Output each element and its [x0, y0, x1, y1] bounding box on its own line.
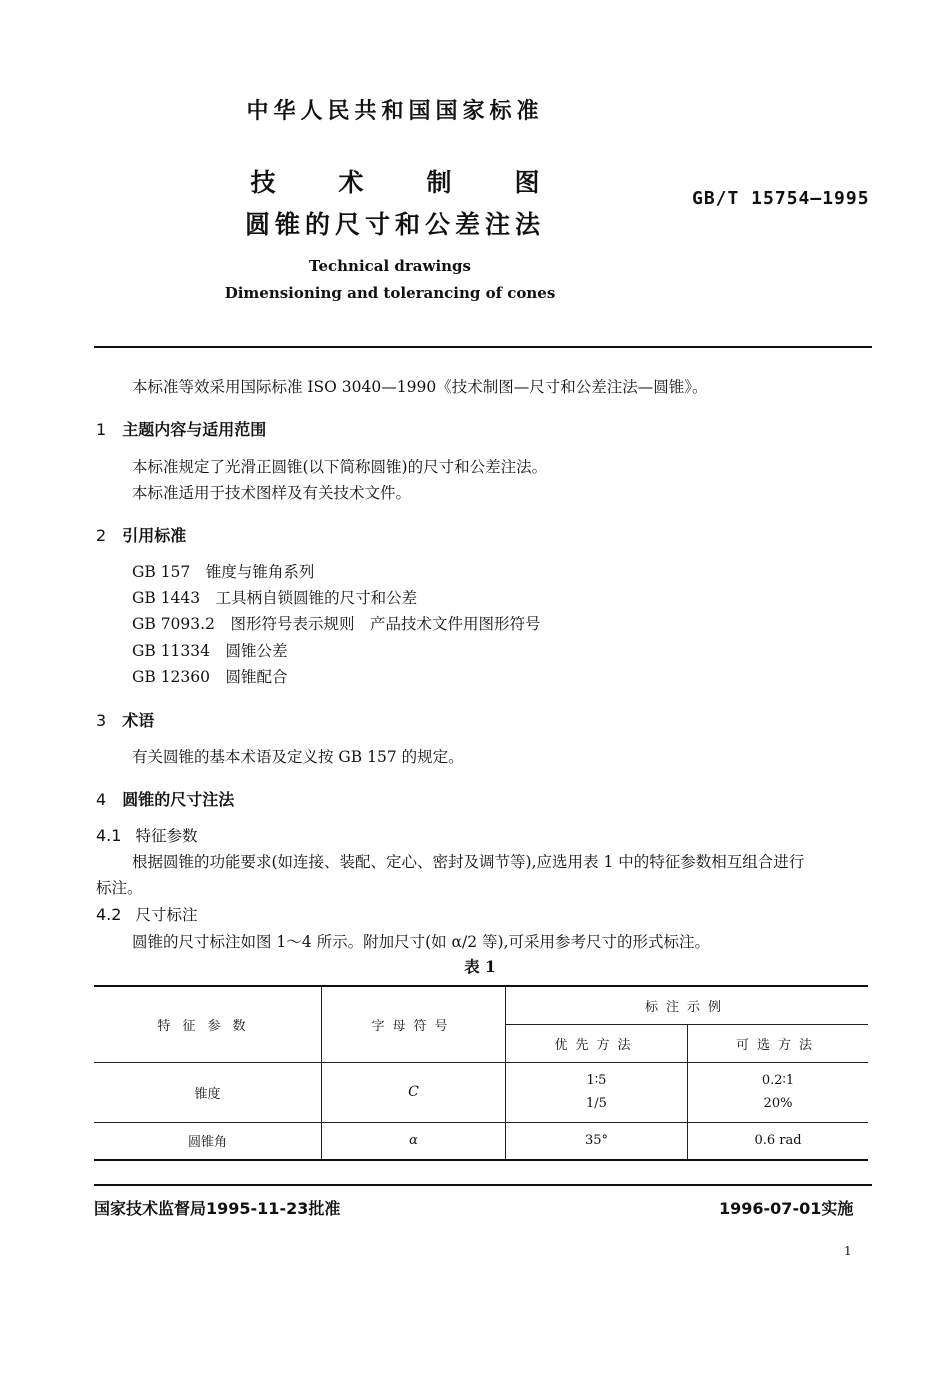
section-number: 3: [96, 711, 107, 730]
header-divider: [94, 346, 872, 348]
section-1-heading: [96, 417, 266, 440]
optional-value: 0.2∶1: [761, 1073, 795, 1088]
section-number: 4: [96, 790, 107, 809]
reference-title: 锥度与锥角系列: [205, 563, 315, 581]
cell-symbol: C: [322, 1062, 506, 1122]
document-title-line1: [0, 163, 790, 199]
intro-paragraph: 本标准等效采用国际标准 ISO 3040—1990《技术制图—尺寸和公差注法—圆锥》。: [132, 378, 708, 396]
reference-title: 图形符号表示规则 产品技术文件用图形符号: [230, 615, 541, 633]
cell-param: 锥度: [94, 1062, 322, 1122]
cell-preferred: [506, 1122, 688, 1160]
document-title-line2: 圆锥的尺寸和公差注法: [244, 210, 545, 239]
cell-preferred: [506, 1062, 688, 1122]
section-number: 2: [96, 526, 107, 545]
title-char: 制: [426, 168, 452, 197]
reference-code: GB 12360: [132, 668, 211, 686]
section-title: 主题内容与适用范围: [122, 420, 267, 439]
english-title-line1: Technical drawings: [309, 257, 471, 275]
subsection-4-1-line: 根据圆锥的功能要求(如连接、装配、定心、密封及调节等),应选用表 1 中的特征参数相互组合进行: [132, 853, 805, 871]
subsection-4-2-heading: [96, 905, 197, 925]
reference-title: 圆锥公差: [225, 642, 288, 660]
national-standard-title: 中华人民共和国国家标准: [246, 99, 544, 124]
effective-date: 1996-07-01实施: [719, 1199, 854, 1218]
subsection-number: 4.1: [96, 826, 122, 845]
subsection-title: 特征参数: [135, 827, 198, 845]
header-preferred: 优先方法: [506, 1024, 688, 1062]
reference-title: 工具柄自锁圆锥的尺寸和公差: [215, 589, 418, 607]
english-title-line2: Dimensioning and tolerancing of cones: [224, 284, 556, 302]
reference-code: GB 1443: [132, 589, 201, 607]
table-1: [94, 985, 868, 1161]
header-param: 特征参数: [94, 986, 322, 1062]
subsection-number: 4.2: [96, 905, 122, 924]
reference-item: [132, 667, 288, 687]
reference-item: [132, 641, 288, 661]
subsection-4-2-line: 圆锥的尺寸标注如图 1～4 所示。附加尺寸(如 α/2 等),可采用参考尺寸的形式标注。: [132, 933, 711, 951]
section-title: 圆锥的尺寸注法: [122, 790, 235, 809]
subsection-title: 尺寸标注: [135, 906, 198, 924]
optional-value: 20%: [763, 1096, 793, 1111]
title-char: 技: [250, 168, 276, 197]
preferred-value: 1∶5: [586, 1073, 607, 1088]
cell-symbol: α: [322, 1122, 506, 1160]
standard-code: GB/T 15754—1995: [692, 188, 870, 209]
section-2-heading: [96, 523, 186, 546]
reference-item: [132, 614, 540, 634]
reference-title: 圆锥配合: [225, 668, 288, 686]
reference-code: GB 7093.2: [132, 615, 215, 633]
subsection-4-1-heading: [96, 826, 197, 846]
preferred-value: 35°: [584, 1133, 609, 1149]
section-title: 术语: [122, 711, 155, 730]
section-3-line: 有关圆锥的基本术语及定义按 GB 157 的规定。: [132, 748, 464, 766]
reference-code: GB 11334: [132, 642, 211, 660]
title-char: 图: [514, 168, 540, 197]
page-number: 1: [844, 1244, 852, 1258]
section-4-heading: [96, 787, 234, 810]
section-title: 引用标准: [122, 526, 187, 545]
table-caption: 表 1: [464, 957, 496, 976]
title-char: 术: [338, 168, 364, 197]
cell-param: 圆锥角: [94, 1122, 322, 1160]
footer-divider: [94, 1184, 872, 1186]
reference-item: [132, 562, 314, 582]
section-3-heading: [96, 708, 154, 731]
optional-value: 0.6 rad: [754, 1133, 802, 1149]
reference-code: GB 157: [132, 563, 191, 581]
approval-date: 国家技术监督局1995-11-23批准: [94, 1199, 341, 1218]
header-symbol: 字母符号: [322, 986, 506, 1062]
header-example: 标注示例: [506, 986, 869, 1024]
preferred-value: 1/5: [586, 1096, 607, 1111]
section-number: 1: [96, 420, 107, 439]
cell-optional: [688, 1062, 869, 1122]
header-optional: 可选方法: [688, 1024, 869, 1062]
section-1-line: 本标准适用于技术图样及有关技术文件。: [132, 484, 412, 502]
section-1-line: 本标准规定了光滑正圆锥(以下简称圆锥)的尺寸和公差注法。: [132, 458, 548, 476]
subsection-4-1-line: 标注。: [96, 879, 143, 897]
reference-item: [132, 588, 417, 608]
cell-optional: [688, 1122, 869, 1160]
